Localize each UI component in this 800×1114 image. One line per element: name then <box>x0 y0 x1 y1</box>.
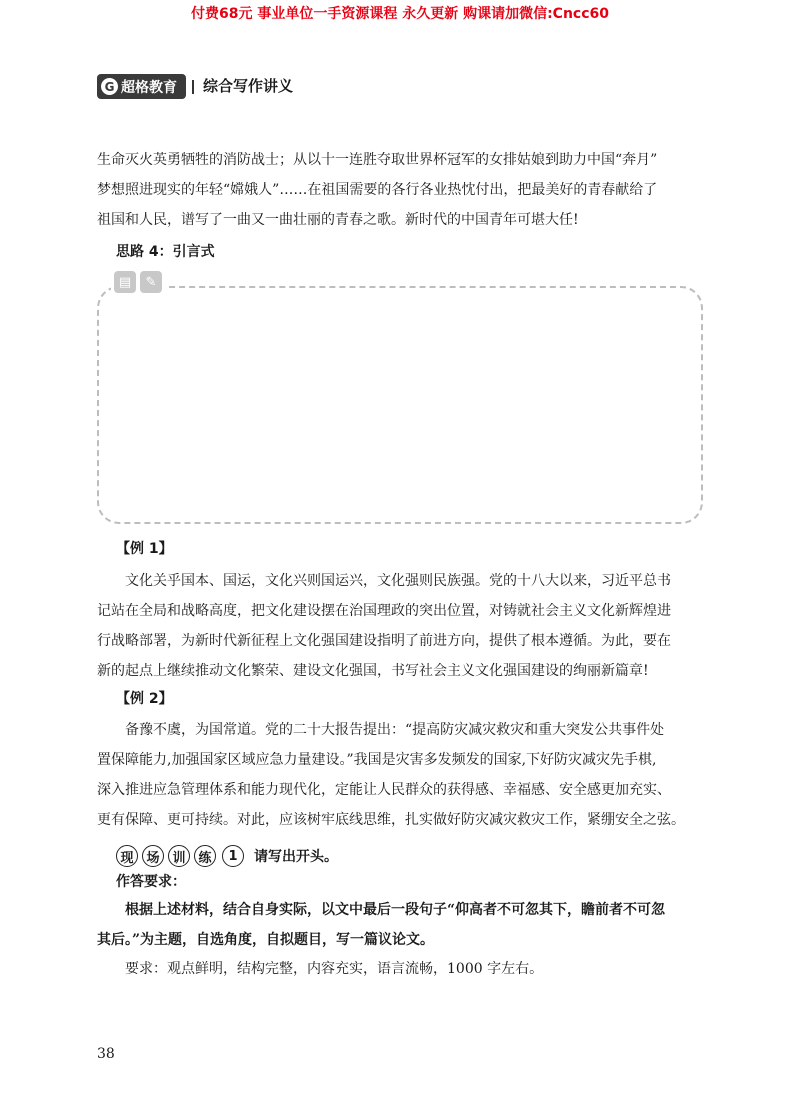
training-char: 场 <box>142 845 164 867</box>
pencil-icon: ✎ <box>140 271 162 293</box>
example-1-label: 【例 1】 <box>116 541 173 557</box>
answer-line: 其后。”为主题，自选角度，自拟题目，写一篇议论文。 <box>97 932 435 948</box>
notes-box[interactable] <box>97 286 703 524</box>
logo-text: 超格教育 <box>121 79 177 96</box>
field-training-heading <box>116 845 338 867</box>
training-char: 练 <box>194 845 216 867</box>
brand-logo <box>97 74 186 99</box>
notebook-icon: ▤ <box>114 271 136 293</box>
example-2-line: 备豫不虞，为国常道。党的二十大报告提出：“提高防灾减灾救灾和重大突发公共事件处 <box>125 722 665 738</box>
answer-line: 根据上述材料，结合自身实际，以文中最后一段句子“仰高者不可忽其下，瞻前者不可忽 <box>125 902 666 918</box>
example-1-line: 记站在全局和战略高度，把文化建设摆在治国理政的突出位置，对铸就社会主义文化新辉煌进 <box>97 603 671 619</box>
example-2-label: 【例 2】 <box>116 691 173 707</box>
header-title: 综合写作讲义 <box>203 77 294 95</box>
requirement-text: 要求：观点鲜明，结构完整，内容充实，语言流畅，1000 字左右。 <box>125 961 544 977</box>
training-char: 训 <box>168 845 190 867</box>
section-heading: 思路 4：引言式 <box>116 244 215 260</box>
intro-line: 生命灭火英勇牺牲的消防战士；从以十一连胜夺取世界杯冠军的女排姑娘到助力中国“奔月” <box>97 152 658 168</box>
header-divider <box>192 80 194 94</box>
intro-paragraph <box>97 145 707 235</box>
training-prompt: 请写出开头。 <box>254 849 338 865</box>
answer-paragraph <box>97 895 707 955</box>
example-1-line: 行战略部署，为新时代新征程上文化强国建设指明了前进方向，提供了根本遵循。为此，要在 <box>97 633 671 649</box>
example-1-paragraph <box>97 566 707 686</box>
example-1-line: 文化关乎国本、国运，文化兴则国运兴，文化强则民族强。党的十八大以来，习近平总书 <box>125 573 671 589</box>
example-2-paragraph <box>97 715 707 835</box>
note-icons <box>111 271 165 293</box>
training-char: 现 <box>116 845 138 867</box>
logo-g-icon: G <box>101 78 118 95</box>
example-2-line: 深入推进应急管理体系和能力现代化，定能让人民群众的获得感、幸福感、安全感更加充实、 <box>97 782 671 798</box>
example-1-line: 新的起点上继续推动文化繁荣、建设文化强国，书写社会主义文化强国建设的绚丽新篇章! <box>97 663 649 679</box>
promo-banner: 付费68元 事业单位一手资源课程 永久更新 购课请加微信:Cncc60 <box>190 6 610 22</box>
page-number: 38 <box>97 1046 115 1062</box>
example-2-line: 更有保障、更可持续。对此，应该树牢底线思维，扎实做好防灾减灾救灾工作，紧绷安全之弦。 <box>97 812 685 828</box>
intro-line: 祖国和人民，谱写了一曲又一曲壮丽的青春之歌。新时代的中国青年可堪大任! <box>97 212 579 228</box>
intro-line: 梦想照进现实的年轻“嫦娥人”……在祖国需要的各行各业热忱付出，把最美好的青春献给了 <box>97 182 658 198</box>
example-2-line: 置保障能力,加强国家区域应急力量建设。”我国是灾害多发频发的国家,下好防灾减灾先手棋, <box>97 752 657 768</box>
answer-heading: 作答要求： <box>116 874 186 890</box>
training-number: 1 <box>222 845 244 867</box>
